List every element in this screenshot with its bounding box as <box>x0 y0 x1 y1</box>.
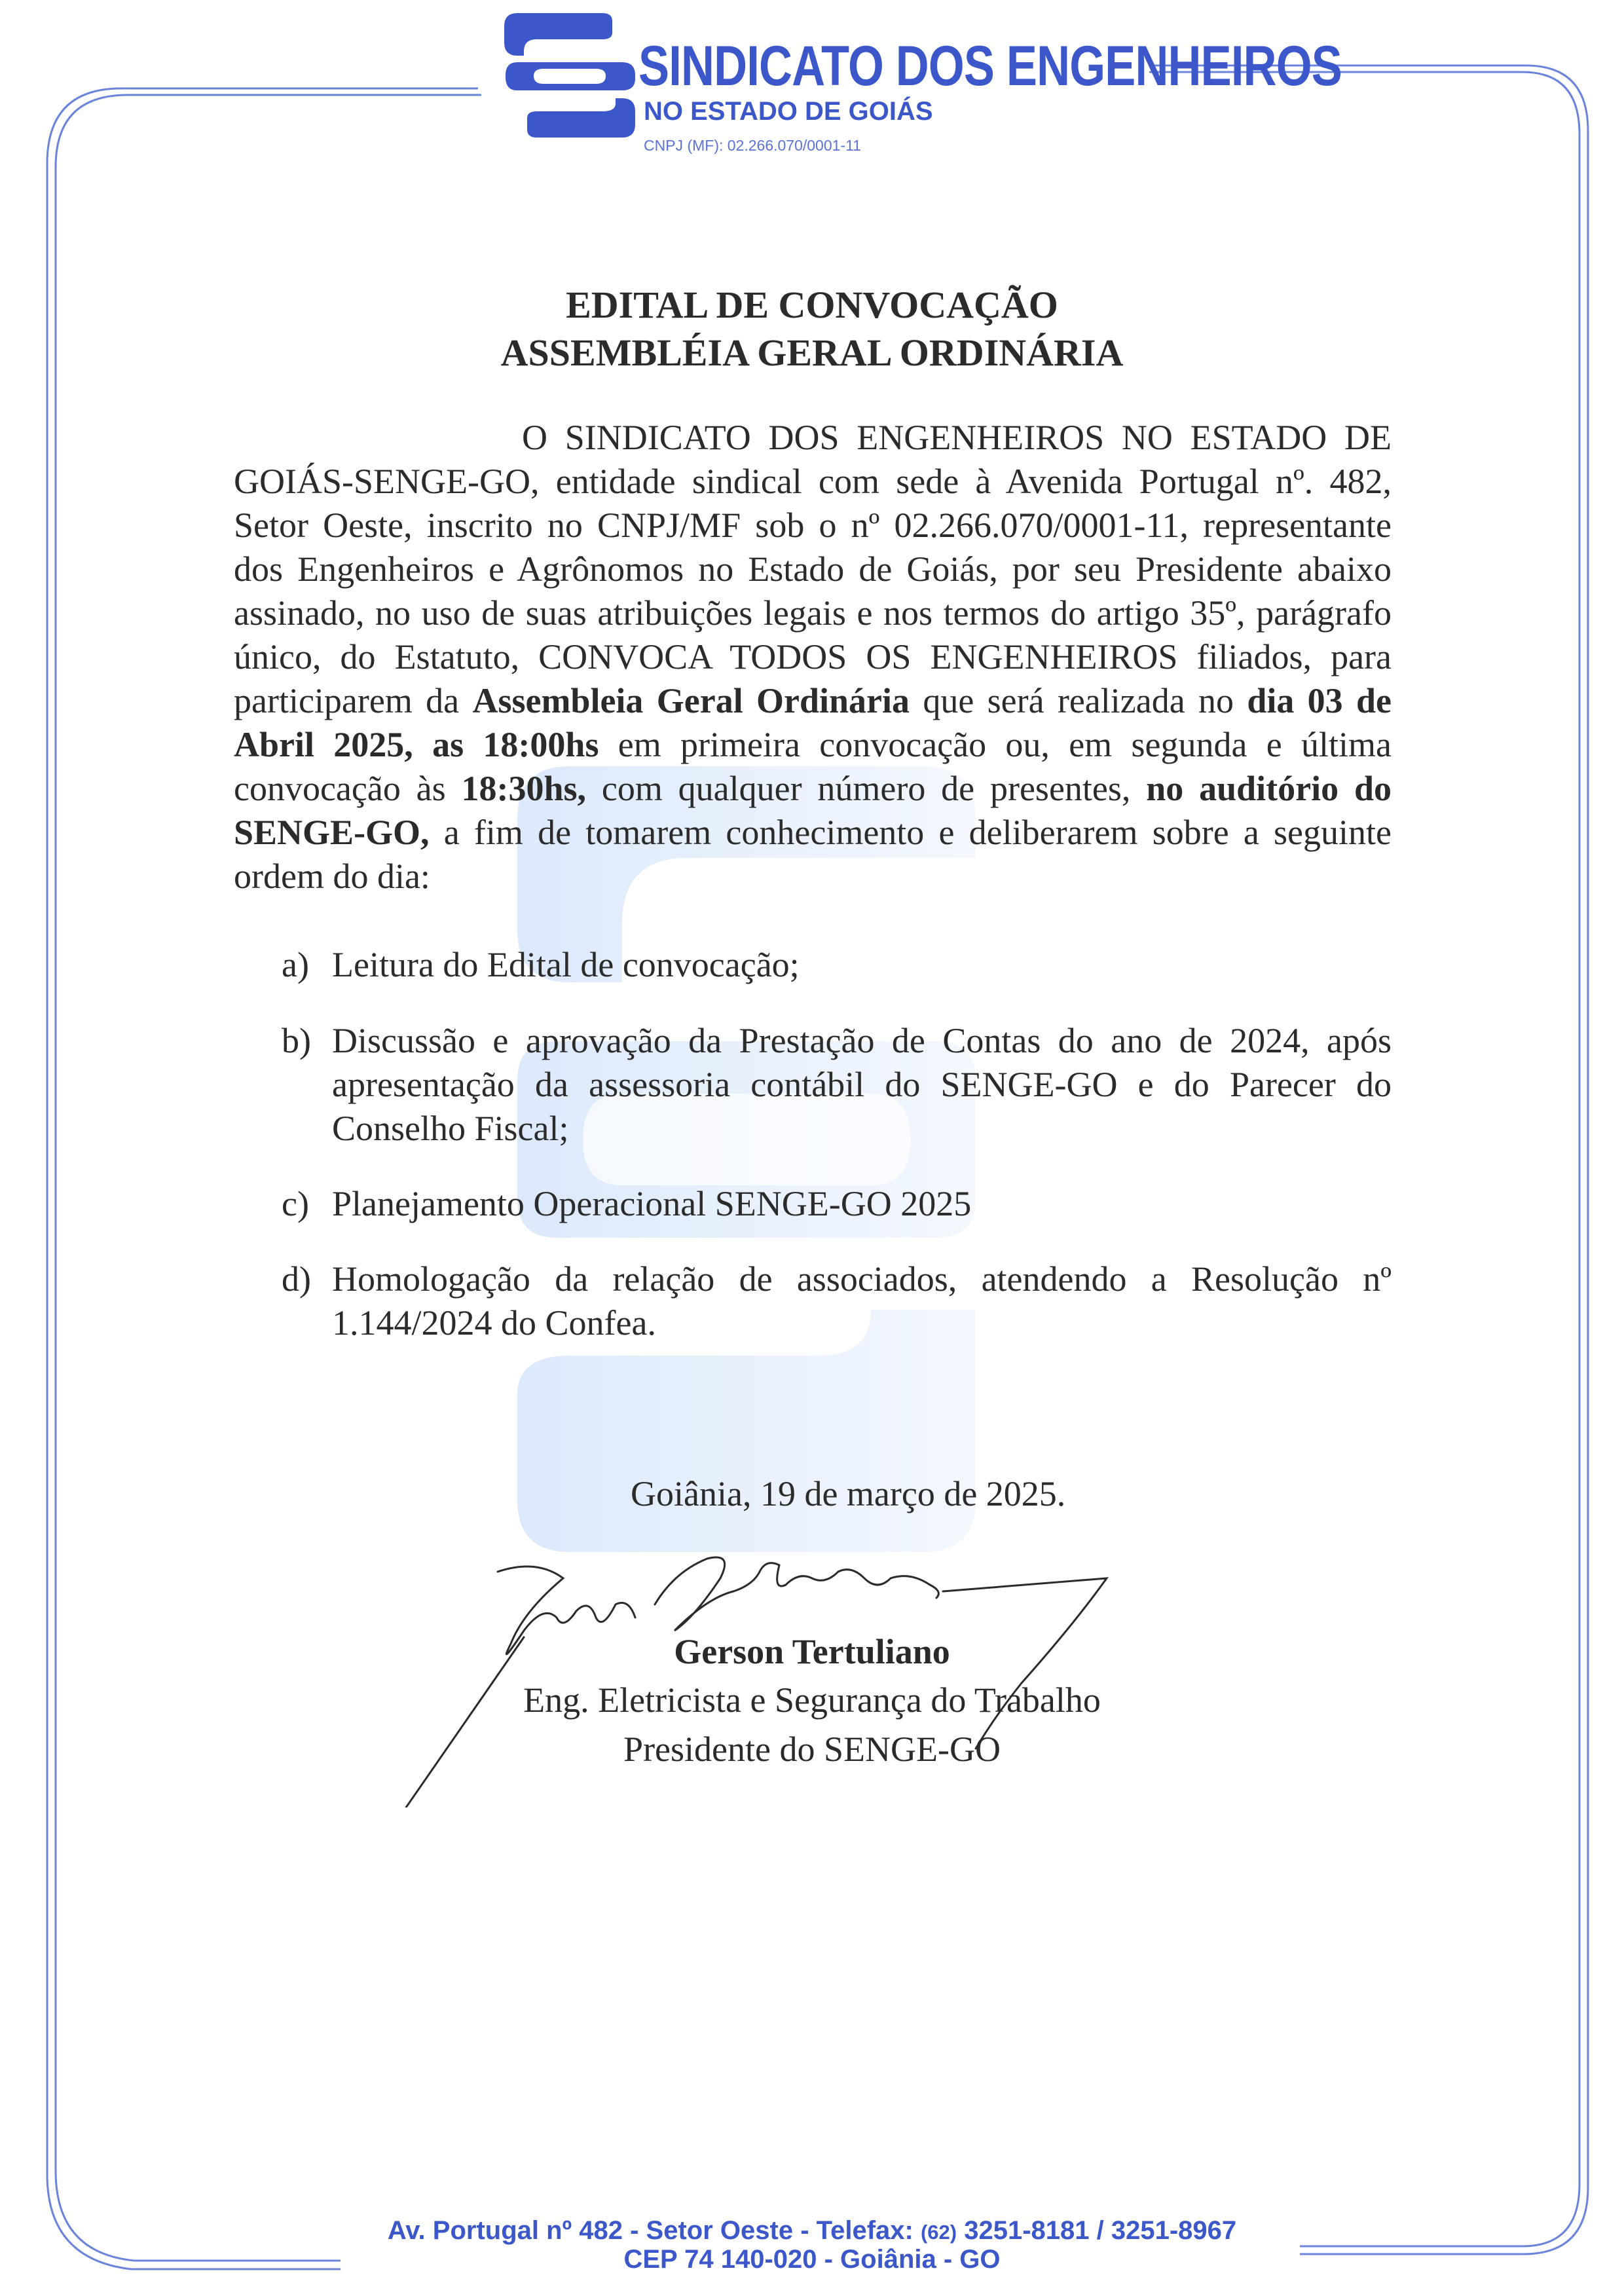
org-name: SINDICATO DOS ENGENHEIROS <box>638 35 1342 98</box>
body-bold-part: no auditório do SENGE-GO, <box>234 769 1392 852</box>
signer-role: Eng. Eletricista e Segurança do Trabalho <box>523 1680 1101 1720</box>
body-text-part: que será realizada no <box>910 681 1247 720</box>
footer-address-text: Av. Portugal nº 482 - Setor Oeste - Telefax: <box>387 2216 921 2245</box>
body-bold-part: dia 03 de Abril 2025, as 18:00hs <box>234 681 1392 764</box>
agenda-text: Leitura do Edital de convocação; <box>332 945 800 984</box>
place-date: Goiânia, 19 de março de 2025. <box>631 1474 1066 1513</box>
footer-phones: 3251-8181 / 3251-8967 <box>957 2216 1237 2245</box>
org-subtitle: NO ESTADO DE GOIÁS <box>644 97 933 126</box>
signer-title: Presidente do SENGE-GO <box>623 1730 1001 1769</box>
body-bold-part: 18:30hs, <box>461 769 587 808</box>
agenda-letter: d) <box>282 1259 311 1299</box>
footer-cep: CEP 74 140-020 - Goiânia - GO <box>623 2245 1001 2274</box>
agenda-text: Homologação da relação de associados, atendendo a Resolução nº 1.144/2024 do Confea. <box>332 1259 1392 1342</box>
agenda-letter: c) <box>282 1184 309 1223</box>
agenda-text: Discussão e aprovação da Prestação de Contas do ano de 2024, após apresentação da assessoria contábil do SENGE-GO e do Parecer do Conselho Fiscal; <box>332 1021 1392 1148</box>
agenda-text: Planejamento Operacional SENGE-GO 2025 <box>332 1184 972 1223</box>
footer-area-code: (62) <box>920 2221 957 2244</box>
body-text-part: O SINDICATO DOS ENGENHEIROS NO ESTADO DE GOIÁS-SENGE-GO, entidade sindical com sede à Avenida Portugal nº. 482, Setor Oeste, inscrito no CNPJ/MF sob o nº 02.266.070/0001-11, representante dos Engenheiros e Agrônomos no Estado de Goiás, por seu Presidente abaixo assinado, no uso de suas atribuições legais e nos termos do artigo 35º, parágrafo único, do Estatuto, CONVOCA TODOS OS ENGENHEIROS filiados, para participarem da <box>234 418 1392 720</box>
body-bold-part: Assembleia Geral Ordinária <box>472 681 910 720</box>
senge-logo-icon <box>504 13 635 138</box>
document-title: EDITAL DE CONVOCAÇÃO <box>566 284 1058 326</box>
agenda-letter: a) <box>282 945 309 984</box>
document-subtitle: ASSEMBLÉIA GERAL ORDINÁRIA <box>500 331 1124 374</box>
body-paragraph <box>234 416 1392 898</box>
footer-address <box>0 2216 1624 2246</box>
signer-name: Gerson Tertuliano <box>674 1632 950 1671</box>
body-text-part: em primeira convocação ou, em segunda e última convocação às <box>234 725 1392 808</box>
body-text-part: a fim de tomarem conhecimento e deliberarem sobre a seguinte ordem do dia: <box>234 813 1392 896</box>
agenda-letter: b) <box>282 1021 311 1060</box>
org-cnpj: CNPJ (MF): 02.266.070/0001-11 <box>644 137 861 154</box>
body-text-part: com qualquer número de presentes, <box>586 769 1147 808</box>
